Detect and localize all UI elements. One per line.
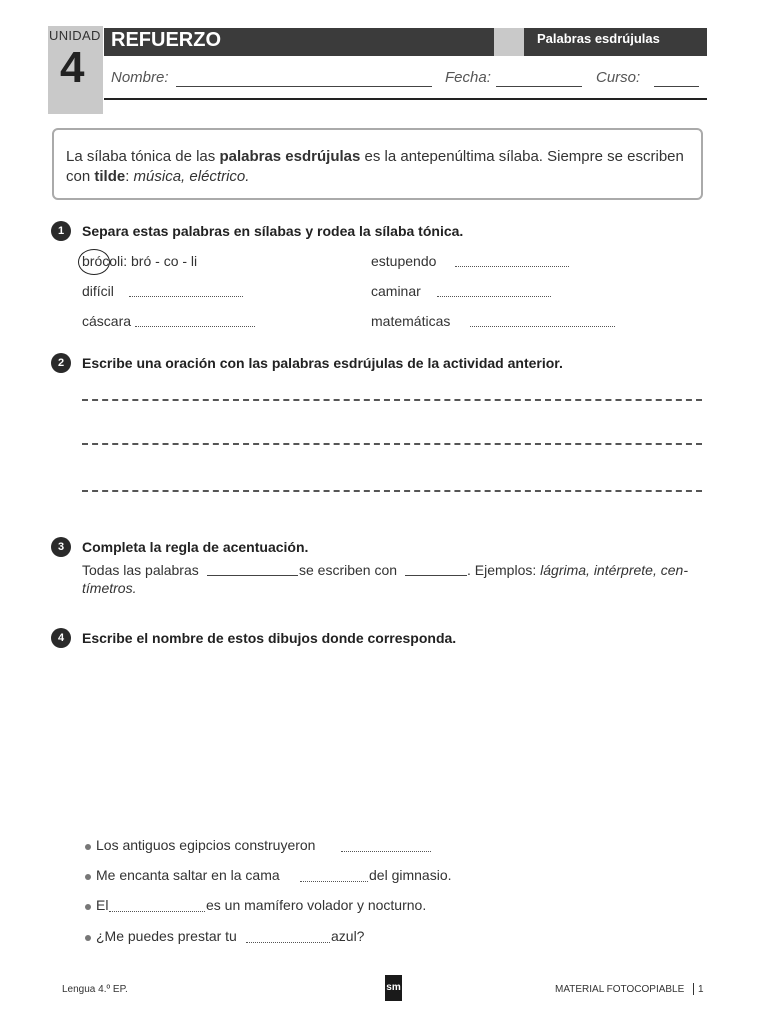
course-field[interactable] (654, 86, 699, 87)
word-estupendo: estupendo (371, 253, 437, 269)
writing-line-3[interactable] (82, 490, 702, 492)
name-field[interactable] (176, 86, 432, 87)
header-rule (104, 98, 707, 100)
unit-number: 4 (60, 43, 85, 92)
sentence-2-start: Me encanta saltar en la cama (96, 867, 280, 883)
rule-sentence-middle: se escriben con (299, 562, 398, 578)
exercise-number-3: 3 (51, 537, 71, 557)
answer-line-caminar[interactable] (437, 296, 551, 297)
footer-subject: Lengua 4.º EP. (62, 984, 128, 995)
bullet (85, 904, 91, 910)
sentence-2-end: del gimnasio. (369, 867, 452, 883)
sentence-3-start: El (96, 897, 109, 913)
word-matematicas: matemáticas (371, 313, 451, 329)
answer-line-matematicas[interactable] (470, 326, 615, 327)
answer-line-dificil[interactable] (129, 296, 243, 297)
answer-line-sentence-2[interactable] (300, 881, 368, 882)
writing-line-1[interactable] (82, 399, 702, 401)
rule-examples-continued: tímetros. (82, 580, 137, 596)
topic-title: Palabras esdrújulas (537, 31, 660, 46)
exercise-number-1: 1 (51, 221, 71, 241)
sentence-1: Los antiguos egipcios construyeron (96, 837, 316, 853)
footer-divider (693, 983, 694, 995)
word-brocoli: brócoli: bró - co - li (82, 253, 198, 269)
word-dificil: difícil (82, 283, 114, 299)
exercise-number-2: 2 (51, 353, 71, 373)
sentence-3-end: es un mamífero volador y nocturno. (206, 897, 427, 913)
answer-line-cascara[interactable] (135, 326, 255, 327)
publisher-logo: sm (385, 975, 402, 1001)
word-cascara: cáscara (82, 313, 132, 329)
exercise-4-instruction: Escribe el nombre de estos dibujos donde corresponda. (82, 630, 457, 646)
answer-line-sentence-3[interactable] (109, 911, 205, 912)
course-label: Curso: (596, 69, 641, 86)
rule-sentence-end: . Ejemplos: lágrima, intérprete, cen- (467, 562, 688, 578)
bullet (85, 844, 91, 850)
bullet (85, 874, 91, 880)
writing-line-2[interactable] (82, 443, 702, 445)
name-label: Nombre: (111, 69, 169, 86)
unit-label: UNIDAD (49, 28, 101, 43)
exercise-3-instruction: Completa la regla de acentuación. (82, 539, 309, 555)
sentence-4-end: azul? (331, 928, 365, 944)
date-label: Fecha: (445, 69, 491, 86)
exercise-2-instruction: Escribe una oración con las palabras esdrújulas de la actividad anterior. (82, 355, 563, 371)
page-number: 1 (698, 984, 704, 995)
answer-line-sentence-4[interactable] (246, 942, 330, 943)
rule-text: La sílaba tónica de las palabras esdrújulas es la antepenúltima sílaba. Siempre se escriben con tilde: música, eléctrico. (66, 148, 684, 185)
page-title: REFUERZO (111, 29, 221, 51)
bullet (85, 935, 91, 941)
title-bar-gap (494, 28, 524, 56)
footer-copyright: MATERIAL FOTOCOPIABLE (555, 984, 685, 995)
exercise-1-instruction: Separa estas palabras en sílabas y rodea la sílaba tónica. (82, 223, 464, 239)
answer-line-estupendo[interactable] (455, 266, 569, 267)
rule-sentence-start: Todas las palabras (82, 562, 199, 578)
exercise-number-4: 4 (51, 628, 71, 648)
word-caminar: caminar (371, 283, 421, 299)
date-field[interactable] (496, 86, 582, 87)
rule-blank-2[interactable] (405, 575, 467, 576)
sentence-4-start: ¿Me puedes prestar tu (96, 928, 237, 944)
rule-blank-1[interactable] (207, 575, 298, 576)
answer-line-sentence-1[interactable] (341, 851, 431, 852)
